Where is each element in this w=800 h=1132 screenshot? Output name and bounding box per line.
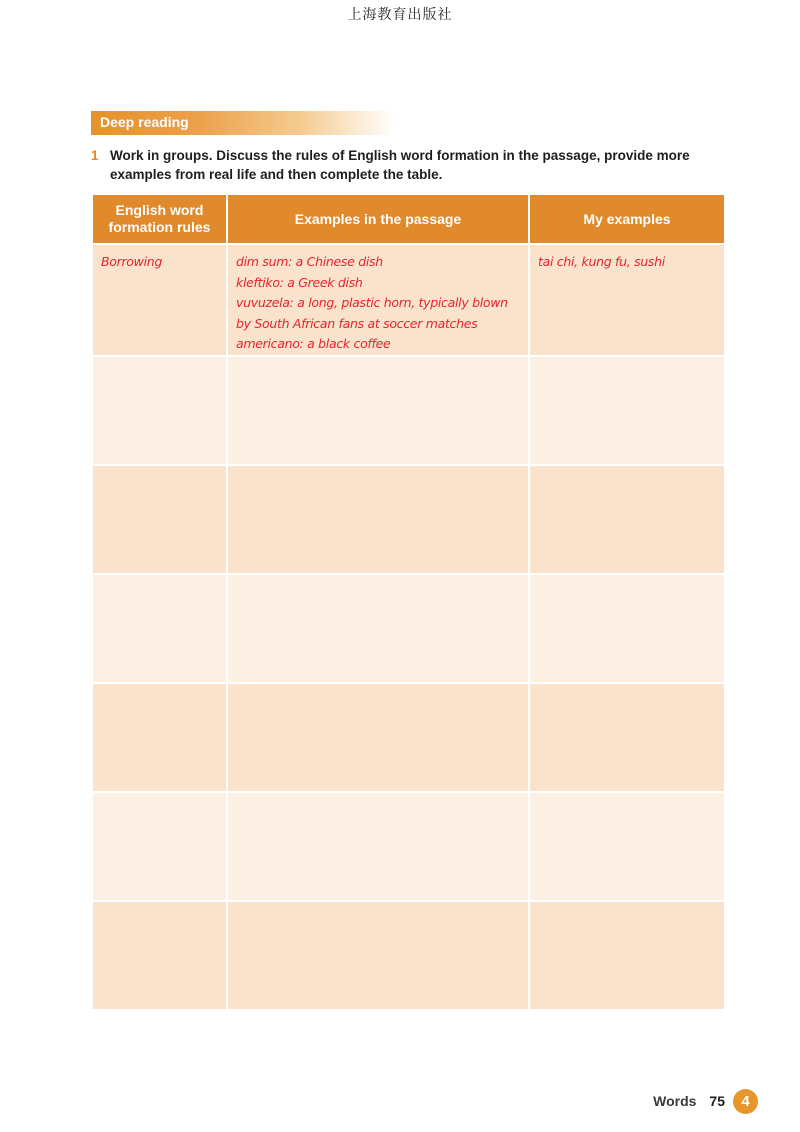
example-line: kleftiko: a Greek dish xyxy=(236,274,363,290)
page-footer xyxy=(653,1086,758,1116)
unit-number-badge: 4 xyxy=(733,1089,758,1114)
rule-cell[interactable] xyxy=(92,244,227,356)
table-row xyxy=(92,792,725,901)
exercise-text: Work in groups. Discuss the rules of English word formation in the passage, provide more examples from real life and then complete the table. xyxy=(110,148,690,182)
exercise-number: 1 xyxy=(91,148,99,163)
my-examples-cell[interactable] xyxy=(529,683,725,792)
passage-examples-cell[interactable] xyxy=(227,356,529,465)
table-row xyxy=(92,465,725,574)
example-line: vuvuzela: a long, plastic horn, typically blown xyxy=(236,295,508,310)
example-line: dim sum: a Chinese dish xyxy=(236,254,383,269)
unit-title: Words xyxy=(653,1093,697,1109)
publisher-header: 上海教育出版社 xyxy=(347,7,453,23)
header-my-examples: My examples xyxy=(529,194,725,244)
section-banner xyxy=(91,111,395,135)
table-row xyxy=(92,683,725,792)
passage-examples-list xyxy=(228,245,528,355)
word-formation-table xyxy=(91,193,726,1011)
rule-cell[interactable] xyxy=(92,465,227,574)
my-examples-cell[interactable] xyxy=(529,244,725,356)
example-line: by South African fans at soccer matches xyxy=(236,315,478,331)
header-passage-examples: Examples in the passage xyxy=(227,194,529,244)
page-number: 75 xyxy=(709,1093,725,1109)
rule-cell[interactable] xyxy=(92,792,227,901)
rule-cell[interactable] xyxy=(92,901,227,1010)
passage-examples-cell[interactable] xyxy=(227,901,529,1010)
table-row xyxy=(92,574,725,683)
table-row xyxy=(92,356,725,465)
exercise-instruction xyxy=(91,146,711,184)
my-examples-text: tai chi, kung fu, sushi xyxy=(538,254,665,269)
passage-examples-cell[interactable] xyxy=(227,465,529,574)
table-header-row xyxy=(92,194,725,244)
example-line: americano: a black coffee xyxy=(236,336,391,351)
rule-cell[interactable] xyxy=(92,574,227,683)
my-examples-cell[interactable] xyxy=(529,356,725,465)
rule-cell[interactable] xyxy=(92,356,227,465)
rule-text: Borrowing xyxy=(101,254,163,269)
passage-examples-cell[interactable] xyxy=(227,574,529,683)
table-row xyxy=(92,901,725,1010)
my-examples-cell[interactable] xyxy=(529,792,725,901)
rule-cell[interactable] xyxy=(92,683,227,792)
my-examples-cell[interactable] xyxy=(529,574,725,683)
my-examples-cell[interactable] xyxy=(529,465,725,574)
passage-examples-cell[interactable] xyxy=(227,792,529,901)
table-row xyxy=(92,244,725,356)
header-rules: English word formation rules xyxy=(92,194,227,244)
section-title: Deep reading xyxy=(100,114,189,130)
passage-examples-cell[interactable] xyxy=(227,683,529,792)
passage-examples-cell[interactable] xyxy=(227,244,529,356)
my-examples-cell[interactable] xyxy=(529,901,725,1010)
